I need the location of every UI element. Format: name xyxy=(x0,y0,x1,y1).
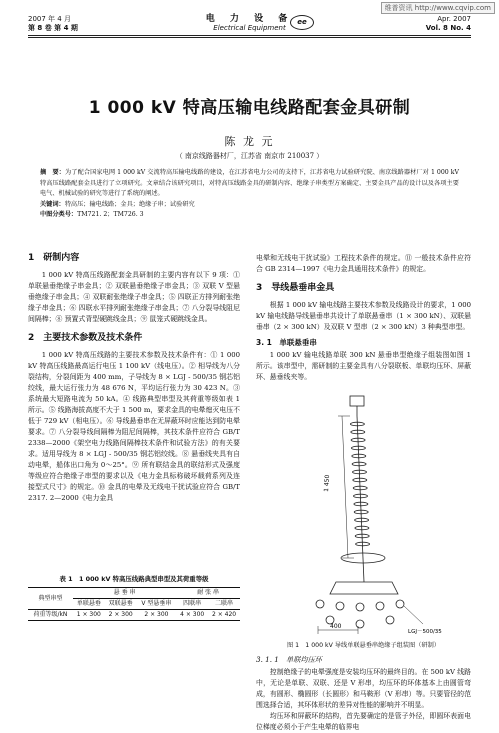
dim-400-label: 400 xyxy=(330,623,342,630)
article-title: 1 000 kV 特高压输电线路配套金具研制 xyxy=(88,98,411,118)
table-cell: 2 × 300 xyxy=(105,610,137,621)
keywords-label: 关键词： xyxy=(40,200,65,208)
yoke-plate xyxy=(330,582,398,594)
abstract-text: 为了配合国家电网 1 000 kV 交流特高压输电线路的建设，在江苏省电力公司的支持下，江苏省电力试验研究院、南京线路器材厂对 1 000 kV 特高压线路配套金具进行了立项研究。文章结合该研究项目，对特高压线路金具的研制内容、绝缘子串类型方案确定、主要金具产品的设计以及各项主要电气、机械试验的研究等进行了系统的阐述。 xyxy=(40,169,459,198)
table-row-label: 荷重等级/kN xyxy=(28,610,73,621)
section-3-1-paragraph: 1 000 kV 输电线路单联 300 kN 悬垂串型绝缘子组装图如图 1 所示。该串型中，需研制的主要金具有八分裂联板、单联均压环、屏蔽环、悬垂线夹等。 xyxy=(256,351,471,381)
table-col-dual: 二联串 xyxy=(208,599,240,610)
section-3-1-heading: 3. 1 单联悬垂串 xyxy=(256,338,317,347)
section-1-heading: 1 研制内容 xyxy=(28,253,80,263)
journal-name-cn: 电 力 设 备 xyxy=(205,14,294,24)
header-date-en: Apr. 2007 xyxy=(437,15,471,23)
table-col-single: 单联悬垂 xyxy=(73,599,105,610)
table-col-v: V 型悬垂串 xyxy=(137,599,177,610)
table-cell: 2 × 300 xyxy=(137,610,177,621)
article-affiliation: （ 南京线路器材厂，江苏省 南京市 210037 ） xyxy=(175,152,324,160)
header-issue-en: Vol. 8 No. 4 xyxy=(425,24,471,32)
insulator-assembly-drawing xyxy=(258,392,468,637)
header-date: 2007 年 4 月 xyxy=(28,15,71,23)
table-group-suspension: 悬 垂 串 xyxy=(73,588,176,599)
header-issue: 第 8 卷 第 4 期 xyxy=(28,24,78,32)
keywords-text: 特高压；输电线路；金具；绝缘子串；试验研究 xyxy=(64,200,195,208)
left-column xyxy=(28,253,240,504)
site-watermark: 维普资讯 http://www.cqvip.com xyxy=(381,2,495,14)
header-rule xyxy=(28,35,471,36)
section-3-1-1-paragraph: 控制绝缘子的电晕强度是安装均压环的最终目的。在 500 kV 线路中，无论是单联、双联、还是 V 形串，均压环的环体基本上由圆管弯成，有圆形、椭圆形（长圆形）和马鞍形（V 形串）等。只要管径的范围选择合适，其环体形状的差异对性能的影响并不明显。 xyxy=(256,668,471,709)
section-3-1-1-paragraph-2: 均压环和屏蔽环的结构，首先要确定的是管子外径，即圆环表面电位梯度必须小于产生电晕的临界电 xyxy=(256,712,471,731)
clc-label: 中图分类号： xyxy=(40,211,78,219)
table-1-caption: 表 1 1 000 kV 特高压线路典型串型及其荷重等级 xyxy=(59,575,209,583)
section-3-1-1-heading: 3. 1. 1 单联均压环 xyxy=(256,655,322,664)
section-1-paragraph: 1 000 kV 特高压线路配套金具研制的主要内容有以下 9 项：① 单联悬垂绝缘子串金具；② 双联悬垂绝缘子串金具；③ 双联 V 型悬垂绝缘子串金具；④ 双联耐张绝缘子串金具；⑤ 四联正方排列耐张绝缘子串金具；⑥ 四联水平排列耐张绝缘子串金具；⑦ 八分裂导线阻尼间隔棒；⑧ 预置式背型硬跳线金具；⑨ 鼠笼式硬跳线金具。 xyxy=(28,271,240,323)
table-col-double: 双联悬垂 xyxy=(105,599,137,610)
abstract-block xyxy=(40,168,459,221)
dim-1450-label: 1 450 xyxy=(323,474,332,493)
conductor-label: LGJ－500/35 xyxy=(408,629,442,635)
table-cell: 4 × 300 xyxy=(176,610,208,621)
clc-text: TM721. 2；TM726. 3 xyxy=(77,211,144,219)
table-cell: 2 × 420 xyxy=(208,610,240,621)
abstract-label: 摘 要： xyxy=(40,169,66,176)
figure-1 xyxy=(258,392,468,642)
article-author: 陈 龙 元 xyxy=(224,135,275,148)
journal-logo-icon: ee xyxy=(290,15,314,30)
table-col-type: 典型串型 xyxy=(28,588,73,610)
section-3-heading: 3 导线悬垂串金具 xyxy=(256,283,335,293)
header-journal xyxy=(0,15,499,33)
header-rule-thin xyxy=(28,37,471,38)
journal-name-en: Electrical Equipment xyxy=(213,24,286,32)
continued-paragraph: 电晕和无线电干扰试验》工程技术条件的规定。⑪ 一般技术条件应符合 GB 2314—1997《电力金具通用技术条件》的规定。 xyxy=(256,254,471,273)
header-right xyxy=(426,15,471,33)
table-col-quad: 四联串 xyxy=(176,599,208,610)
table-cell: 1 × 300 xyxy=(73,610,105,621)
section-2-paragraph: 1 000 kV 特高压线路的主要技术参数及技术条件有：① 1 000 kV 特高压线路最高运行电压 1 100 kV（线电压）。② 相导线为八分裂结构，分裂间距为 400 mm，子导线为 8 × LGJ - 500/35 钢芯铝绞线，最大运行张力为 48 676 N，平均运行张力为 30 423 N。③ 系统最大短路电流为 50 kA。④ 线路典型串型及其荷重等级如表 1 所示。⑤ 线路海拔高度不大于 1 500 m，要求金具的电晕熄灭电压不低于 729 kV（相电压）。⑥ 导线悬垂串在无屏蔽环时应能达到防电晕要求。⑦ 八分裂导线间隔棒为阻尼间隔棒，其技术条件应符合 GB/T 2338—2000《架空电力线路间隔棒技术条件和试验方法》的有关要求。适用导线为 8 × LGJ - 500/35 钢芯铝绞线。⑧ 悬垂线夹具有自动电晕，船体出口角为 0～25°。⑨ 所有联结金具的联结形式及强度等级应符合绝缘子串型的要求以及《电力金具标称破坏载荷系列及连接型式尺寸》的规定。⑩ 金具的电晕及无线电干扰试验应符合 GB/T 2317. 2—2000《电力金具 xyxy=(28,351,240,502)
right-column-top xyxy=(256,253,471,383)
right-column-bottom xyxy=(256,654,471,733)
section-3-paragraph: 根据 1 000 kV 输电线路主要技术参数及线路设计的要求，1 000 kV 输电线路导线悬垂串共设计了单联悬垂串（1 × 300 kN）、双联悬垂串（2 × 300 kN）及双联 V 型串（2 × 300 kN）3 种典型串型。 xyxy=(256,301,471,331)
section-2-heading: 2 主要技术参数及技术条件 xyxy=(28,333,143,343)
table-1 xyxy=(28,587,240,621)
table-group-tension: 耐 张 串 xyxy=(176,588,240,599)
table-row xyxy=(28,610,240,621)
figure-1-caption: 图 1 1 000 kV 导线单联悬垂串绝缘子组装图（研制） xyxy=(287,642,440,649)
